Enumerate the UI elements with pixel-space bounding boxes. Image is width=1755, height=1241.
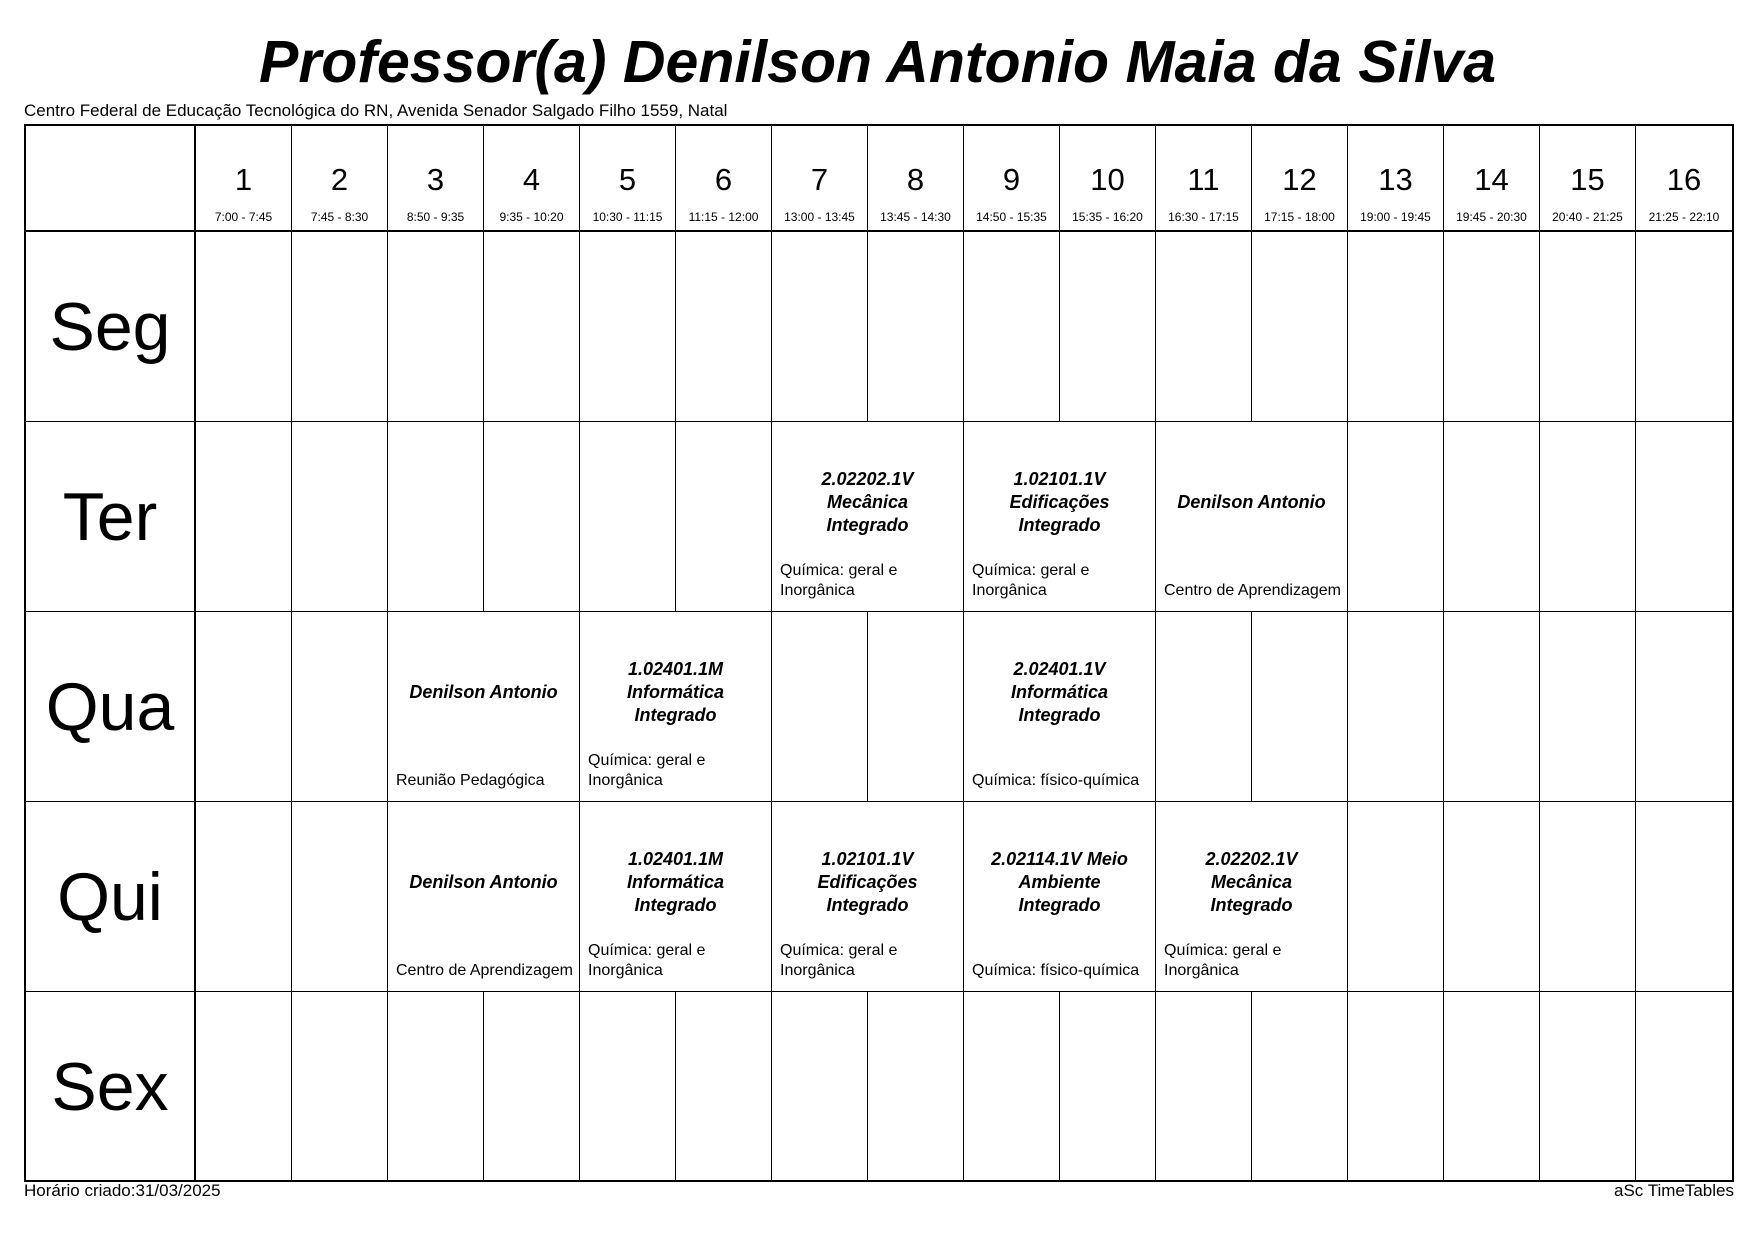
lesson-title-line: Mecânica xyxy=(1210,872,1293,892)
lesson-title-line: Informática xyxy=(626,872,725,892)
empty-slot[interactable] xyxy=(1252,612,1348,802)
lesson-subject: Reunião Pedagógica xyxy=(396,772,545,789)
empty-slot[interactable] xyxy=(196,232,292,422)
lesson-title-line: Informática xyxy=(626,682,725,702)
period-time: 11:15 - 12:00 xyxy=(688,210,759,224)
school-address: Centro Federal de Educação Tecnológica do RN, Avenida Senador Salgado Filho 1559, Natal xyxy=(24,101,728,120)
empty-slot[interactable] xyxy=(580,422,676,612)
empty-slot[interactable] xyxy=(1348,992,1444,1182)
period-time: 19:45 - 20:30 xyxy=(1456,210,1527,224)
empty-slot[interactable] xyxy=(484,992,580,1182)
empty-slot[interactable] xyxy=(1156,612,1252,802)
period-header-7 xyxy=(772,126,868,232)
period-time: 7:45 - 8:30 xyxy=(310,210,369,224)
lesson-subject: Química: geral e Inorgânica xyxy=(588,942,706,979)
empty-slot[interactable] xyxy=(772,612,868,802)
created-date: Horário criado:31/03/2025 xyxy=(24,1181,221,1200)
period-time: 7:00 - 7:45 xyxy=(214,210,273,224)
period-time: 13:00 - 13:45 xyxy=(784,210,855,224)
lesson-title-line: Integrado xyxy=(1018,515,1101,535)
empty-slot[interactable] xyxy=(1444,232,1540,422)
empty-slot[interactable] xyxy=(580,232,676,422)
period-header-8 xyxy=(868,126,964,232)
lesson-card[interactable] xyxy=(1156,802,1348,992)
app-brand: aSc TimeTables xyxy=(1614,1181,1734,1200)
period-number: 5 xyxy=(618,162,637,197)
empty-slot[interactable] xyxy=(580,992,676,1182)
empty-slot[interactable] xyxy=(1060,992,1156,1182)
corner-cell xyxy=(26,126,196,232)
lesson-title-line: 1.02401.1M xyxy=(627,659,724,679)
empty-slot[interactable] xyxy=(196,992,292,1182)
period-number: 2 xyxy=(330,162,349,197)
empty-slot[interactable] xyxy=(388,422,484,612)
period-number: 14 xyxy=(1474,162,1509,197)
period-time: 21:25 - 22:10 xyxy=(1648,210,1720,224)
period-header-9 xyxy=(964,126,1060,232)
lesson-card[interactable] xyxy=(388,802,580,992)
empty-slot[interactable] xyxy=(292,992,388,1182)
lesson-subject: Química: geral e Inorgânica xyxy=(1164,942,1282,979)
lesson-subject: Centro de Aprendizagem xyxy=(396,962,573,979)
lesson-title-line: Integrado xyxy=(1018,895,1101,915)
lesson-title-line: 1.02101.1V xyxy=(1013,469,1106,489)
empty-slot[interactable] xyxy=(1636,612,1732,802)
empty-slot[interactable] xyxy=(1348,612,1444,802)
period-number: 15 xyxy=(1570,162,1605,197)
period-header-10 xyxy=(1060,126,1156,232)
lesson-card[interactable] xyxy=(772,422,964,612)
lesson-title-line: 2.02401.1V xyxy=(1013,659,1106,679)
empty-slot[interactable] xyxy=(1348,802,1444,992)
empty-slot[interactable] xyxy=(1540,612,1636,802)
period-number: 13 xyxy=(1378,162,1413,197)
day-label-ter: Ter xyxy=(26,422,196,612)
lesson-card[interactable] xyxy=(772,802,964,992)
period-time: 19:00 - 19:45 xyxy=(1360,210,1431,224)
lesson-title-line: Ambiente xyxy=(1018,872,1101,892)
period-number: 12 xyxy=(1282,162,1317,197)
lesson-card[interactable] xyxy=(580,802,772,992)
lesson-title-line: Edificações xyxy=(817,872,918,892)
lesson-title-line: Informática xyxy=(1010,682,1109,702)
day-label-seg: Seg xyxy=(26,232,196,422)
lesson-title-line: Integrado xyxy=(1018,705,1101,725)
empty-slot[interactable] xyxy=(1156,232,1252,422)
period-header-12 xyxy=(1252,126,1348,232)
period-time: 15:35 - 16:20 xyxy=(1072,210,1143,224)
lesson-title-line: Integrado xyxy=(634,895,717,915)
empty-slot[interactable] xyxy=(1252,232,1348,422)
period-time: 13:45 - 14:30 xyxy=(880,210,951,224)
lesson-title-line: Integrado xyxy=(826,895,909,915)
lesson-card[interactable] xyxy=(964,422,1156,612)
period-header-6 xyxy=(676,126,772,232)
empty-slot[interactable] xyxy=(1444,992,1540,1182)
period-header-15 xyxy=(1540,126,1636,232)
lesson-card[interactable] xyxy=(388,612,580,802)
lesson-title-line: 2.02114.1V Meio xyxy=(991,849,1128,869)
lesson-card[interactable] xyxy=(580,612,772,802)
empty-slot[interactable] xyxy=(1252,992,1348,1182)
empty-slot[interactable] xyxy=(484,232,580,422)
lesson-title-line: Mecânica xyxy=(826,492,909,512)
period-header-14 xyxy=(1444,126,1540,232)
empty-slot[interactable] xyxy=(964,992,1060,1182)
page-title: Professor(a) Denilson Antonio Maia da Silva xyxy=(258,29,1497,95)
empty-slot[interactable] xyxy=(1444,802,1540,992)
lesson-card[interactable] xyxy=(964,612,1156,802)
empty-slot[interactable] xyxy=(868,992,964,1182)
empty-slot[interactable] xyxy=(772,992,868,1182)
empty-slot[interactable] xyxy=(1060,232,1156,422)
empty-slot[interactable] xyxy=(1540,802,1636,992)
empty-slot[interactable] xyxy=(196,422,292,612)
lesson-subject: Química: geral e Inorgânica xyxy=(780,562,898,599)
empty-slot[interactable] xyxy=(292,612,388,802)
empty-slot[interactable] xyxy=(1636,232,1732,422)
empty-slot[interactable] xyxy=(676,422,772,612)
empty-slot[interactable] xyxy=(292,422,388,612)
empty-slot[interactable] xyxy=(484,422,580,612)
empty-slot[interactable] xyxy=(1540,232,1636,422)
period-header-2 xyxy=(292,126,388,232)
period-header-13 xyxy=(1348,126,1444,232)
period-time: 14:50 - 15:35 xyxy=(976,210,1047,224)
empty-slot[interactable] xyxy=(1156,992,1252,1182)
period-number: 3 xyxy=(426,162,445,197)
lesson-title-line: Denilson Antonio xyxy=(409,682,558,702)
period-number: 1 xyxy=(234,162,253,197)
lesson-subject: Centro de Aprendizagem xyxy=(1164,582,1341,599)
empty-slot[interactable] xyxy=(292,802,388,992)
period-header-16 xyxy=(1636,126,1732,232)
period-number: 4 xyxy=(522,162,541,197)
empty-slot[interactable] xyxy=(196,612,292,802)
period-time: 8:50 - 9:35 xyxy=(406,210,465,224)
timetable-grid xyxy=(24,124,1734,1182)
empty-slot[interactable] xyxy=(964,232,1060,422)
empty-slot[interactable] xyxy=(676,232,772,422)
period-number: 7 xyxy=(810,162,829,197)
lesson-title-line: Integrado xyxy=(826,515,909,535)
empty-slot[interactable] xyxy=(1636,992,1732,1182)
period-header-4 xyxy=(484,126,580,232)
empty-slot[interactable] xyxy=(868,612,964,802)
lesson-subject: Química: físico-química xyxy=(972,772,1140,789)
lesson-subject: Química: físico-química xyxy=(972,962,1140,979)
empty-slot[interactable] xyxy=(1348,422,1444,612)
empty-slot[interactable] xyxy=(388,232,484,422)
day-label-sex: Sex xyxy=(26,992,196,1182)
empty-slot[interactable] xyxy=(1540,992,1636,1182)
empty-slot[interactable] xyxy=(292,232,388,422)
lesson-subject: Química: geral e Inorgânica xyxy=(780,942,898,979)
period-header-1 xyxy=(196,126,292,232)
day-label-qua: Qua xyxy=(26,612,196,802)
period-header-3 xyxy=(388,126,484,232)
period-number: 8 xyxy=(906,162,925,197)
lesson-title-line: Integrado xyxy=(1210,895,1293,915)
lesson-title-line: Integrado xyxy=(634,705,717,725)
lesson-title-line: Edificações xyxy=(1009,492,1110,512)
empty-slot[interactable] xyxy=(388,992,484,1182)
empty-slot[interactable] xyxy=(772,232,868,422)
empty-slot[interactable] xyxy=(1540,422,1636,612)
period-time: 16:30 - 17:15 xyxy=(1168,210,1239,224)
period-time: 10:30 - 11:15 xyxy=(592,210,663,224)
lesson-subject: Química: geral e Inorgânica xyxy=(972,562,1090,599)
lesson-title-line: Denilson Antonio xyxy=(1177,492,1326,512)
empty-slot[interactable] xyxy=(196,802,292,992)
period-number: 6 xyxy=(714,162,733,197)
lesson-title-line: 2.02202.1V xyxy=(1205,849,1298,869)
period-header-5 xyxy=(580,126,676,232)
empty-slot[interactable] xyxy=(1348,232,1444,422)
lesson-card[interactable] xyxy=(1156,422,1348,612)
period-header-11 xyxy=(1156,126,1252,232)
empty-slot[interactable] xyxy=(868,232,964,422)
empty-slot[interactable] xyxy=(1444,422,1540,612)
period-time: 17:15 - 18:00 xyxy=(1264,210,1335,224)
period-number: 11 xyxy=(1187,162,1220,197)
period-time: 20:40 - 21:25 xyxy=(1552,210,1623,224)
empty-slot[interactable] xyxy=(1636,422,1732,612)
period-number: 9 xyxy=(1002,162,1021,197)
lesson-title-line: Denilson Antonio xyxy=(409,872,558,892)
period-number: 10 xyxy=(1090,162,1125,197)
lesson-title-line: 1.02101.1V xyxy=(821,849,914,869)
lesson-title-line: 2.02202.1V xyxy=(821,469,914,489)
empty-slot[interactable] xyxy=(1444,612,1540,802)
empty-slot[interactable] xyxy=(676,992,772,1182)
lesson-card[interactable] xyxy=(964,802,1156,992)
period-number: 16 xyxy=(1666,162,1702,197)
empty-slot[interactable] xyxy=(1636,802,1732,992)
lesson-subject: Química: geral e Inorgânica xyxy=(588,752,706,789)
day-label-qui: Qui xyxy=(26,802,196,992)
lesson-title-line: 1.02401.1M xyxy=(627,849,724,869)
period-time: 9:35 - 10:20 xyxy=(499,210,564,224)
